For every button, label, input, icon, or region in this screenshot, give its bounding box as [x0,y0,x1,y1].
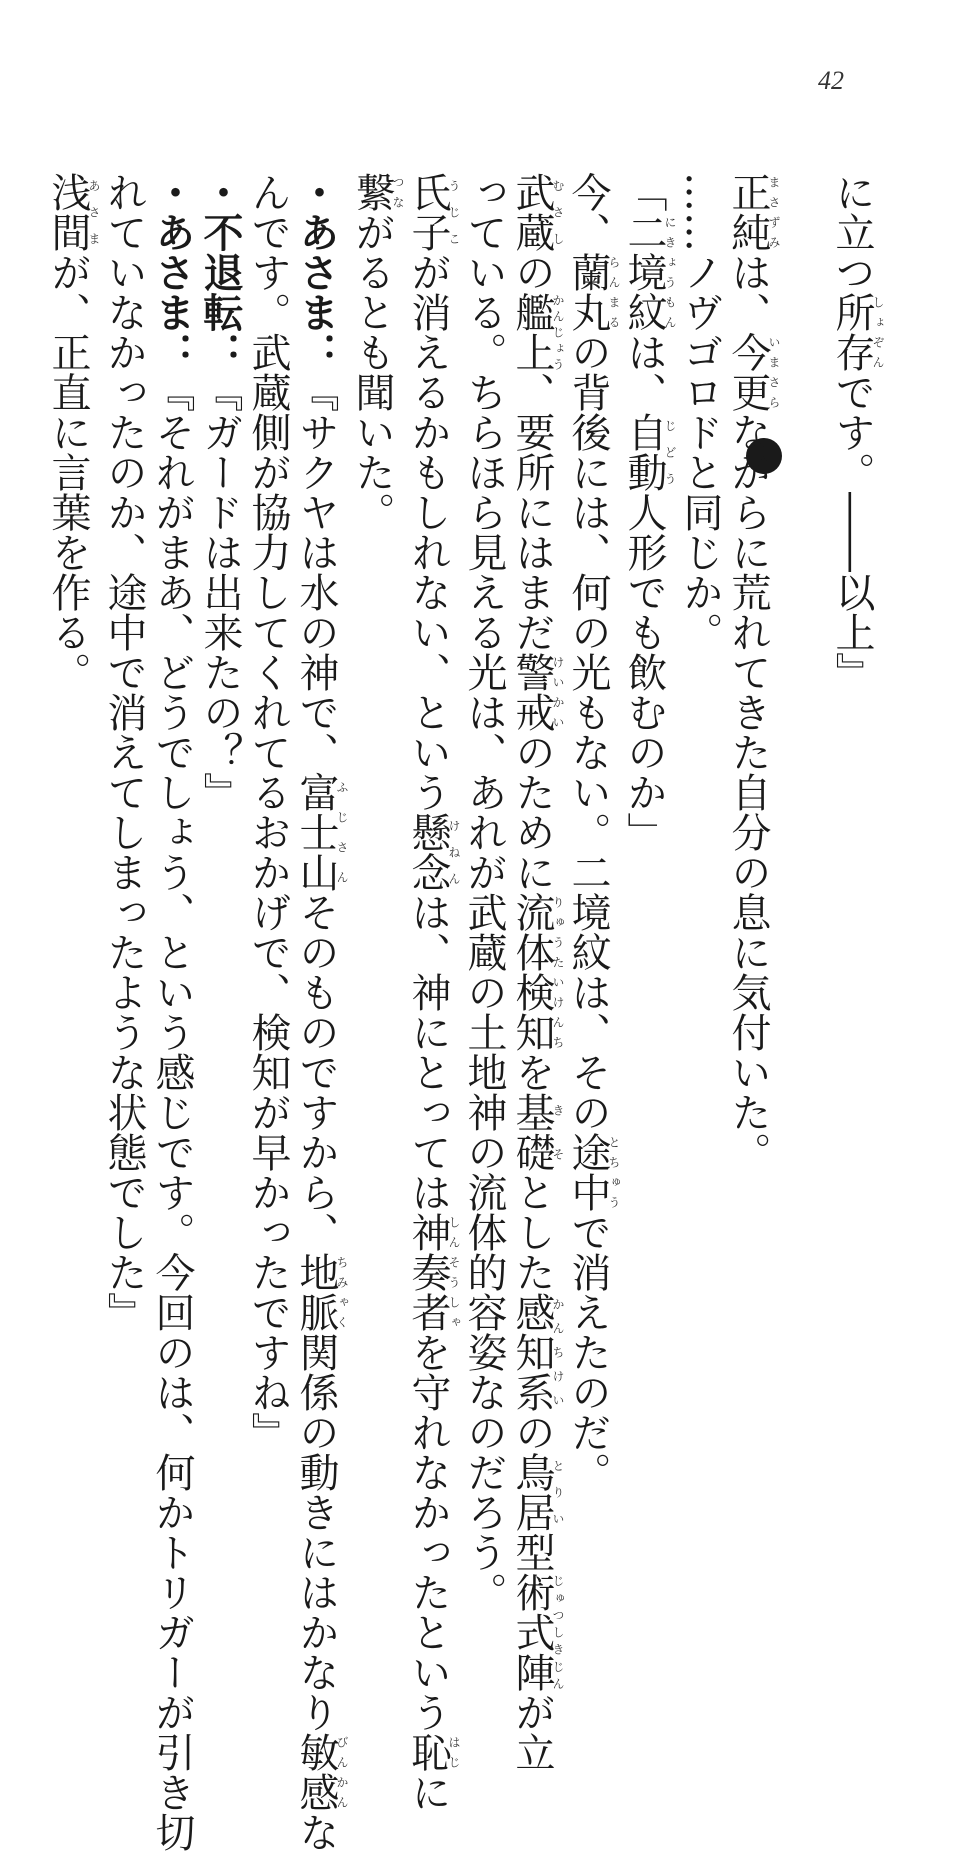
text-run: に [405,1772,451,1812]
ruby-base: 今更 [725,332,771,412]
text-line [348,172,404,1372]
text-run: な [293,1812,339,1852]
ruby-word [405,172,461,252]
ruby-reading: じどう [663,412,677,492]
ruby-base: 敏感 [293,1732,339,1812]
ruby-base: 警戒 [509,652,555,732]
ruby-reading: にきょうもん [663,212,677,332]
text-run: とした [509,1172,555,1292]
text-line [508,172,565,1772]
text-run: の [509,1412,555,1452]
ruby-word [565,1132,621,1212]
ruby-reading: むさし [551,172,565,252]
text-run: の背後には、何の光もない。二境紋は、その [565,332,611,1132]
text-run: 「 [621,172,667,212]
ruby-base: 自動 [621,412,667,492]
ruby-word [405,1732,461,1772]
ruby-reading: つな [391,172,405,212]
text-line [676,172,724,1372]
text-run: が、正直に言葉を作る。 [45,252,91,692]
ruby-base: 蘭丸 [565,252,611,332]
text-line [828,172,884,1372]
text-run: の [509,252,555,292]
text-run: っている。ちらほら見える光は、あれが武蔵の土地神の流体的容姿なのだろう。 [461,172,507,1612]
text-line [100,172,148,1372]
ruby-reading: うじこ [447,172,461,252]
body-text [44,172,885,1852]
ruby-reading: いまさら [767,332,781,412]
ruby-word [621,212,677,332]
ruby-reading: とりい [551,1452,565,1532]
ruby-reading: けねん [447,812,461,892]
ruby-reading: しんそうしゃ [447,1212,461,1332]
ruby-base: 懸念 [405,812,451,892]
ruby-base: 術式陣 [509,1572,555,1692]
ruby-base: 艦上 [509,292,555,372]
ruby-base: 富士山 [293,772,339,892]
ruby-word [509,1572,565,1692]
text-run: そのものですから、 [293,892,339,1252]
text-line [44,172,100,1372]
ruby-reading: らんまる [607,252,621,332]
ruby-word [509,1092,565,1172]
text-run: 『ガードは出来たの？』 [197,372,243,812]
ruby-base: 恥 [405,1732,451,1772]
ruby-word [293,772,349,892]
ruby-word [725,172,781,252]
ruby-reading: ちみゃく [335,1252,349,1332]
text-run: です。――以上』 [829,372,875,692]
ruby-reading: きそ [551,1092,565,1172]
text-line [196,172,244,1372]
text-line [404,172,461,1812]
speaker-label: ・あさま： [293,172,339,372]
ruby-word [405,812,461,892]
ruby-reading: とちゅう [607,1132,621,1212]
ruby-word [509,652,565,732]
ruby-base: 感知系 [509,1292,555,1412]
ruby-base: 氏子 [405,172,451,252]
text-run: は、 [621,332,667,412]
ruby-base: 正純 [725,172,771,252]
ruby-reading: しょぞん [871,292,885,372]
ruby-base: 地脈 [293,1252,339,1332]
ruby-word [621,412,677,492]
text-run: 『それがまあ、どうでしょう、という感じです。今回のは、何かトリガーが引き切 [149,372,195,1852]
ruby-word [349,172,405,212]
ruby-word [509,292,565,372]
ruby-base: 二境紋 [621,212,667,332]
ruby-word [45,172,101,252]
text-run: 『サクヤは水の神で、 [293,372,339,772]
ruby-word [405,1212,461,1332]
text-run: で消えたのだ。 [565,1212,611,1492]
text-run: を [509,1052,555,1092]
ruby-reading: はじ [447,1732,461,1772]
ruby-reading: りゅうたいけんち [551,892,565,1052]
ruby-word [509,1292,565,1412]
text-run: ながらに荒れてきた自分の息に気付いた。 [725,412,771,1172]
ruby-reading: びんかん [335,1732,349,1812]
text-run: 、要所にはまだ [509,372,555,652]
ruby-reading: かんちけい [551,1292,565,1412]
text-run: は、神にとっては [405,892,451,1212]
ruby-base: 基礎 [509,1092,555,1172]
text-run: が消えるかもしれない、という [405,252,451,812]
text-run: んです。武蔵側が協力してくれてるおかげで、検知が早かったですね』 [245,172,291,1452]
text-line [148,172,196,1852]
ruby-base: 鳥居 [509,1452,555,1532]
text-run: が立 [509,1692,555,1772]
ruby-base: 繋 [349,172,395,212]
ruby-word [293,1252,349,1332]
text-run: がるとも聞いた。 [349,212,395,532]
ruby-word [565,252,621,332]
text-line [460,172,508,1612]
ruby-base: 武蔵 [509,172,555,252]
paragraph-gap [780,172,828,1372]
ruby-reading: ふじさん [335,772,349,892]
text-line [292,172,349,1852]
text-run: 人形でも飲むのか」 [621,492,667,852]
ruby-word [725,332,781,412]
speaker-label: ・不退転： [197,172,243,372]
text-line [620,172,676,1372]
text-run: を守れなかったという [405,1332,451,1732]
ruby-word [509,1452,565,1532]
ruby-base: 浅間 [45,172,91,252]
text-run: れていなかったのか、途中で消えてしまったような状態でした』 [101,172,147,1332]
ruby-reading: けいかい [551,652,565,732]
text-line [564,172,621,1492]
ruby-reading: あさま [87,172,101,252]
text-line [724,172,780,1372]
text-run: に立つ [829,172,875,292]
text-run: 型 [509,1532,555,1572]
ruby-reading: かんじょう [551,292,565,372]
ruby-reading: まさずみ [767,172,781,252]
speaker-label: ・あさま： [149,172,195,372]
text-run: のために [509,732,555,892]
text-run: 今、 [565,172,611,252]
text-line [244,172,292,1452]
ruby-reading: じゅつしきじん [551,1572,565,1692]
ruby-base: 途中 [565,1132,611,1212]
ruby-word [293,1732,349,1812]
ruby-base: 流体検知 [509,892,555,1052]
text-run: は、 [725,252,771,332]
ruby-base: 所存 [829,292,875,372]
text-run: ……ノヴゴロドと同じか。 [677,172,723,652]
page-number: 42 [818,66,844,95]
text-run: 関係の動きにはかなり [293,1332,339,1732]
ruby-word [509,172,565,252]
ruby-word [829,292,885,372]
ruby-word [509,892,565,1052]
ruby-base: 神奏者 [405,1212,451,1332]
